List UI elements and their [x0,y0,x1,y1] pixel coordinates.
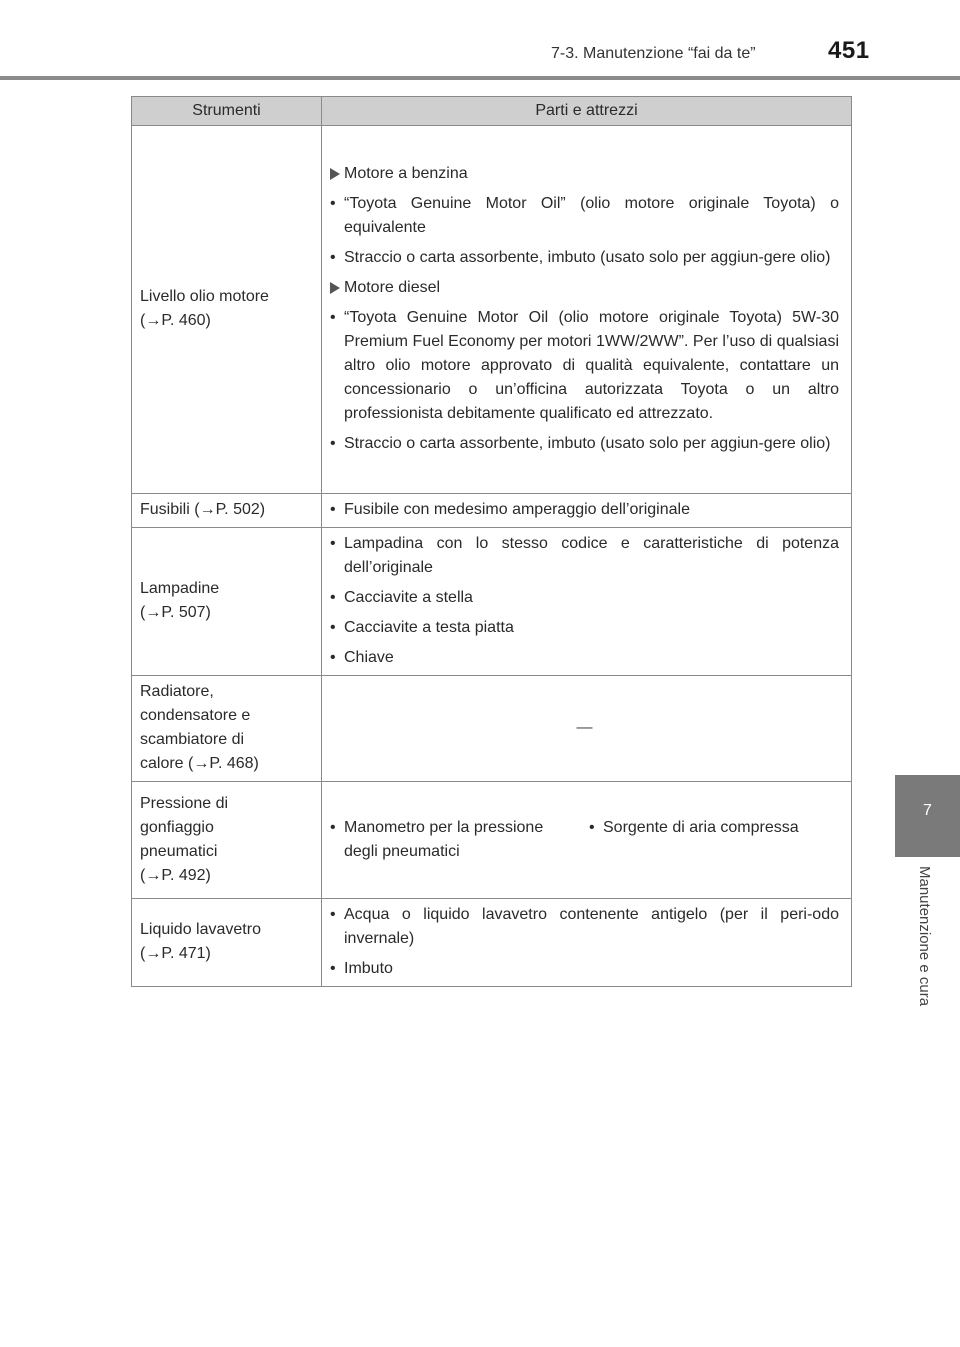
chapter-number: 7 [923,802,932,819]
list-item [330,192,839,240]
list-item [330,586,839,610]
triangle-icon [330,276,344,300]
tool-name: pneumatici [140,842,218,860]
tool-name: Fusibili (→P. 502) [140,501,266,518]
two-column-list [330,816,839,864]
bullet-icon: • [330,960,336,977]
tool-name: Livello olio motore [140,288,269,305]
bullet-icon: • [330,195,336,212]
page-header [0,0,960,80]
list-item-text: Fusibile con medesimo amperaggio dell’originale [344,501,690,518]
page-reference: (→P. 492) [140,866,211,884]
table-row [132,126,852,494]
list-item-text: Cacciavite a testa piatta [344,619,514,636]
bullet-icon: • [330,619,336,636]
tools-table [131,96,852,987]
bullet-icon: • [330,435,336,452]
tool-cell [132,676,322,782]
tool-cell [132,899,322,987]
list-item-text: Acqua o liquido lavavetro contenente antigelo (per il peri-odo invernale) [344,906,839,947]
subheading [330,276,839,300]
list-item [330,246,839,270]
page-reference: (→P. 507) [140,604,211,621]
page-number: 451 [828,37,870,64]
triangle-icon [330,162,344,186]
section-title: 7-3. Manutenzione “fai da te” [551,45,756,62]
list-item-text: Imbuto [344,960,393,977]
tool-cell [132,528,322,676]
tool-name: Pressione di [140,794,229,812]
bullet-icon: • [330,906,336,923]
tool-name: condensatore e [140,707,251,724]
subheading [330,162,839,186]
list-item [330,532,839,580]
parts-cell [322,126,852,494]
list-item [330,498,839,522]
list-item [330,957,839,981]
page-reference: (→P. 460) [140,312,211,329]
subheading-label: Motore diesel [344,279,441,296]
parts-cell [322,494,852,528]
tool-cell [132,126,322,494]
column-header-tools: Strumenti [132,97,322,126]
tool-name: calore (→P. 468) [140,755,259,772]
list-item-text: Sorgente di aria compressa [603,818,799,836]
table-row [132,899,852,987]
parts-cell [322,528,852,676]
list-item [330,816,580,864]
list-item [330,306,839,426]
tool-name: Radiatore, [140,683,214,700]
subheading-label: Motore a benzina [344,165,468,182]
table-header-row [132,97,852,126]
bullet-icon: • [330,818,336,836]
chapter-tab [895,775,960,857]
tool-name: gonfiaggio [140,818,214,836]
bullet-icon: • [330,249,336,266]
page-reference: (→P. 471) [140,945,211,962]
tool-cell [132,494,322,528]
empty-dash: — [576,719,593,736]
list-item-text: Lampadina con lo stesso codice e caratteristiche di potenza dell’originale [344,535,839,576]
list-item [330,646,839,670]
bullet-icon: • [589,818,595,836]
table-row [132,494,852,528]
bullet-icon: • [330,501,336,518]
tool-cell [132,782,322,899]
list-item-text: Chiave [344,649,394,666]
parts-cell [322,782,852,899]
list-item-text: Manometro per la pressione degli pneumatici [344,818,544,860]
list-item [330,432,839,456]
table-row [132,528,852,676]
parts-cell [322,676,852,782]
list-item-text: Straccio o carta assorbente, imbuto (usato solo per aggiun-gere olio) [344,435,831,452]
list-item-text: “Toyota Genuine Motor Oil (olio motore originale Toyota) 5W-30 Premium Fuel Economy per motori 1WW/2WW”. Per l’uso di qualsiasi altro olio motore approvato di qualità equivalente, contattare un concessionario o un’officina autorizzata Toyota o un altro professionista debitamente qualificato ed attrezzato. [344,309,839,422]
list-item [589,816,839,864]
tool-name: Lampadine [140,580,220,597]
list-item-text: Straccio o carta assorbente, imbuto (usato solo per aggiun-gere olio) [344,249,831,266]
list-item-text: Cacciavite a stella [344,589,473,606]
chapter-label-wrap [895,866,960,1046]
header-rule [0,76,960,80]
table-row [132,782,852,899]
column-header-parts: Parti e attrezzi [322,97,852,126]
tool-name: scambiatore di [140,731,245,748]
table-row [132,676,852,782]
list-item-text: “Toyota Genuine Motor Oil” (olio motore originale Toyota) o equivalente [344,195,839,236]
bullet-icon: • [330,535,336,552]
bullet-icon: • [330,649,336,666]
tool-name: Liquido lavavetro [140,921,261,938]
list-item [330,903,839,951]
chapter-label: Manutenzione e cura [916,866,933,1007]
bullet-icon: • [330,309,336,326]
list-item [330,616,839,640]
bullet-icon: • [330,589,336,606]
parts-cell [322,899,852,987]
